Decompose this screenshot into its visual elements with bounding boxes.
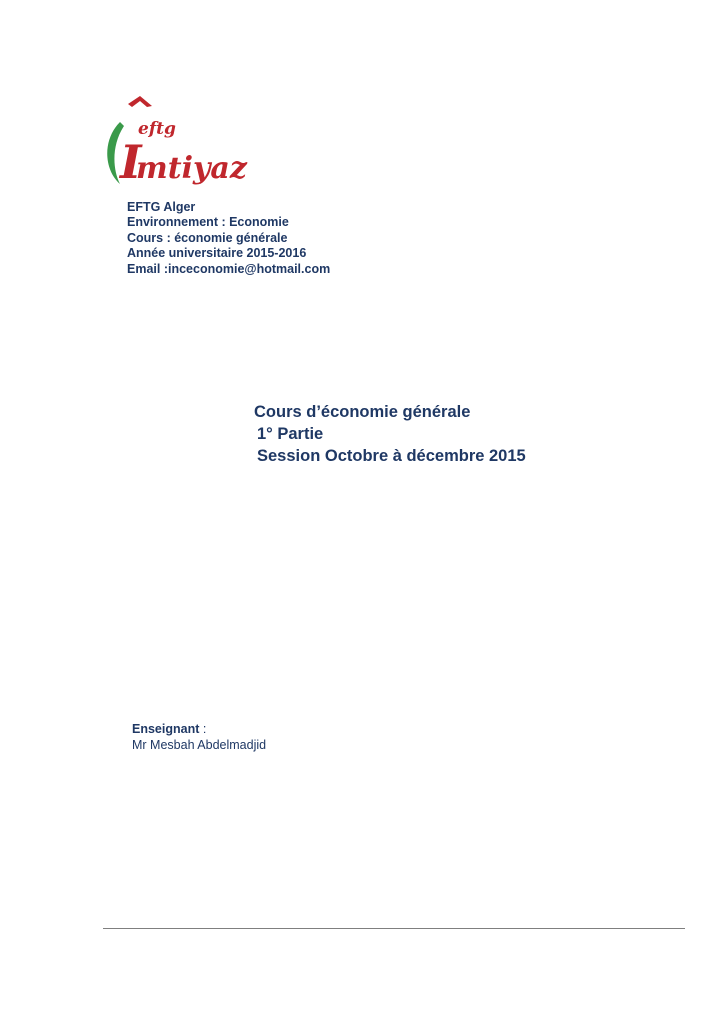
logo-roof-shape [128, 96, 152, 107]
eftg-imtiyaz-logo [98, 92, 258, 192]
logo-small-text: eftg [138, 119, 176, 139]
document-title [254, 401, 526, 467]
email-line: Email :inceconomie@hotmail.com [127, 261, 331, 276]
logo-main-text: mtiyaz [136, 151, 247, 186]
environment-line: Environnement : Economie [127, 215, 289, 230]
logo-initial: I [120, 135, 142, 189]
teacher-info [132, 721, 266, 753]
institution-info [127, 200, 330, 277]
title-line-3: Session Octobre à décembre 2015 [257, 447, 526, 465]
logo-graphic [98, 92, 258, 192]
title-line-1: Cours d’économie générale [254, 403, 471, 421]
academic-year-line: Année universitaire 2015-2016 [127, 246, 307, 261]
teacher-label: Enseignant [132, 722, 200, 736]
footer-divider [103, 928, 685, 929]
school-name: EFTG Alger [127, 200, 196, 214]
course-line: Cours : économie générale [127, 230, 288, 245]
teacher-separator: : [199, 722, 207, 736]
title-line-2: 1° Partie [257, 425, 324, 443]
teacher-name: Mr Mesbah Abdelmadjid [132, 738, 267, 752]
